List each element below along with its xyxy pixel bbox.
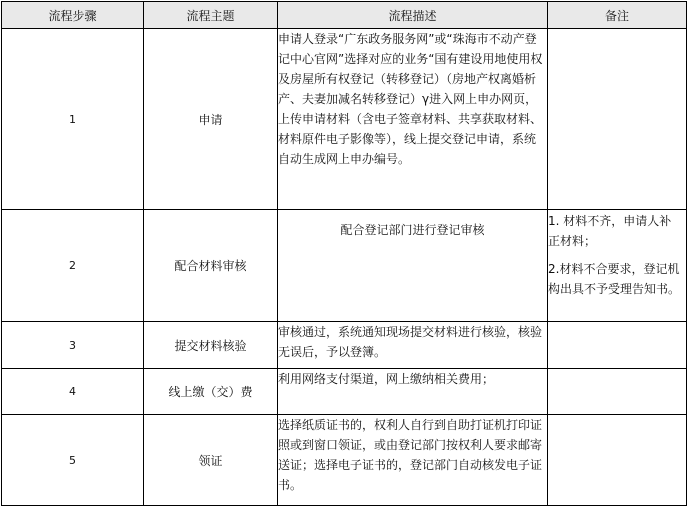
- step-notes: [548, 29, 687, 210]
- step-number: 3: [2, 322, 144, 369]
- step-topic: 提交材料核验: [144, 322, 278, 369]
- header-step: 流程步骤: [2, 2, 144, 29]
- step-topic: 配合材料审核: [144, 210, 278, 322]
- header-topic: 流程主题: [144, 2, 278, 29]
- note-item: 1. 材料不齐，申请人补 正材料；: [548, 214, 672, 248]
- table-row: [2, 210, 687, 322]
- table-row: [2, 322, 687, 369]
- step-number: 4: [2, 369, 144, 415]
- step-description: 审核通过，系统通知现场提交材料进行核验，核验无误后，予以登簿。: [278, 322, 548, 369]
- step-notes: [548, 415, 687, 506]
- step-topic: 申请: [144, 29, 278, 210]
- table-header-row: [2, 2, 687, 29]
- step-topic: 领证: [144, 415, 278, 506]
- step-number: 1: [2, 29, 144, 210]
- header-description: 流程描述: [278, 2, 548, 29]
- step-notes: [548, 369, 687, 415]
- table-row: [2, 369, 687, 415]
- step-topic: 线上缴（交）费: [144, 369, 278, 415]
- process-table: [1, 1, 687, 506]
- step-number: 5: [2, 415, 144, 506]
- table-row: [2, 415, 687, 506]
- step-number: 2: [2, 210, 144, 322]
- step-description: 申请人登录“广东政务服务网”或“珠海市不动产登记中心官网”选择对应的业务“国有建设用地使用权及房屋所有权登记（转移登记）（房地产权离婚析产、夫妻加减名转移登记）γ进入网上申办网页，上传申请材料（含电子签章材料、共享获取材料、材料原件电子影像等），线上提交登记申请，系统自动生成网上申办编号。: [278, 29, 548, 210]
- step-description: 利用网络支付渠道，网上缴纳相关费用；: [278, 369, 548, 415]
- step-notes: [548, 210, 687, 322]
- header-notes: 备注: [548, 2, 687, 29]
- table-row: [2, 29, 687, 210]
- step-description: 选择纸质证书的，权利人自行到自助打证机打印证照或到窗口领证，或由登记部门按权利人要求邮寄送证；选择电子证书的，登记部门自动核发电子证书。: [278, 415, 548, 506]
- note-item: 2.材料不合要求，登记机构出具不予受理告知书。: [548, 262, 681, 296]
- step-notes: [548, 322, 687, 369]
- step-description: 配合登记部门进行登记审核: [278, 210, 548, 322]
